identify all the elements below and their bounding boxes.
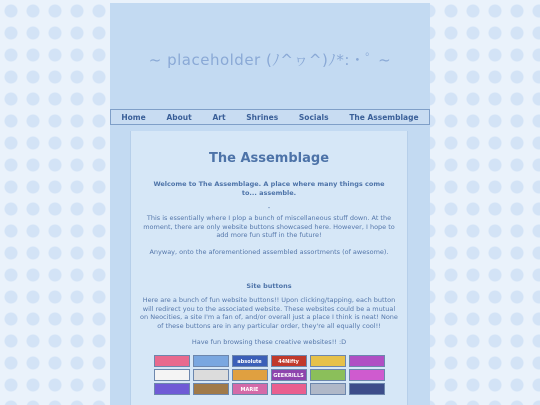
section-description: Here are a bunch of fun website buttons!! Upon clicking/tapping, each button will redirect you to the associated website. These websites could be a mutual on Neocities, a site I'm a fan of, and/or overall just a place I think is neat! None of these buttons are in any particular order, they're all equally cool!! [140, 296, 398, 330]
site-button[interactable]: absolute [232, 355, 268, 367]
site-button[interactable] [310, 355, 346, 367]
site-button[interactable]: GEEKRILLS [271, 369, 307, 381]
site-buttons-grid [139, 355, 399, 395]
onto-text: Anyway, onto the aforementioned assembled assortments (of awesome). [149, 247, 389, 256]
nav-home[interactable]: Home [121, 112, 146, 122]
nav-socials[interactable]: Socials [298, 112, 329, 122]
site-button[interactable] [349, 369, 385, 381]
section-title: Site buttons [246, 282, 292, 290]
site-button[interactable] [154, 383, 190, 395]
intro-text: This is essentially where I plop a bunch of miscellaneous stuff down. At the moment, there are only website buttons showcased here. However, I hope to add more fun stuff in the future! [143, 214, 395, 239]
site-button[interactable] [154, 355, 190, 367]
page-title: The Assemblage [208, 151, 330, 166]
site-button[interactable]: MARIE [232, 383, 268, 395]
site-button[interactable] [232, 369, 268, 381]
have-fun-text: Have fun browsing these creative websites!! :D [191, 338, 347, 346]
welcome-text: Welcome to The Assemblage. A place where many things come to... assemble. [153, 180, 385, 197]
site-header [110, 3, 430, 109]
site-button[interactable]: 44Nifty [271, 355, 307, 367]
nav-about[interactable]: About [166, 112, 192, 122]
page-wrapper [110, 3, 430, 405]
main-nav [110, 109, 430, 125]
site-button[interactable] [193, 369, 229, 381]
site-button[interactable] [193, 355, 229, 367]
site-button[interactable] [193, 383, 229, 395]
main-content [130, 131, 408, 405]
site-button[interactable] [349, 355, 385, 367]
site-button[interactable] [271, 383, 307, 395]
nav-the-assemblage[interactable]: The Assemblage [349, 112, 419, 122]
site-button[interactable] [154, 369, 190, 381]
nav-shrines[interactable]: Shrines [246, 112, 279, 122]
nav-art[interactable]: Art [212, 112, 226, 122]
separator-dash: - [267, 204, 271, 212]
header-title: ~ placeholder (ﾉ^ヮ^)ﾉ*:・ﾟ ~ [148, 50, 392, 69]
site-button[interactable] [349, 383, 385, 395]
site-button[interactable] [310, 369, 346, 381]
site-button[interactable] [310, 383, 346, 395]
